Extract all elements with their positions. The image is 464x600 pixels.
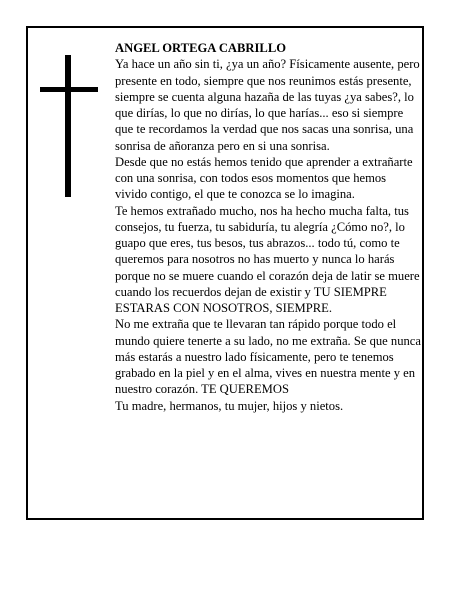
- paragraph-4: No me extraña que te llevaran tan rápido porque todo el mundo quiere tenerte a su lado, no me extraña. Se que nunca más estarás a nuestro lado físicamente, pero te tenemos grabado en la piel y en el alma, vives en nuestra mente y en nuestro corazón. TE QUEREMOS: [115, 317, 421, 397]
- cross-vertical-bar: [65, 55, 71, 197]
- cross-icon: [40, 55, 100, 197]
- deceased-name: ANGEL ORTEGA CABRILLO: [115, 41, 287, 55]
- paragraph-2: Desde que no estás hemos tenido que aprender a extrañarte con una sonrisa, con todos esos momentos que hemos vivido contigo, el que te conozca se lo imagina.: [115, 154, 413, 202]
- paragraph-1: Ya hace un año sin ti, ¿ya un año? Físicamente ausente, pero presente en todo, siempre que nos reunimos estás presente, siempre se cuenta alguna hazaña de las tuyas ¿ya sabes?, lo que dirías, lo que no dirías, lo que harías... eso si siempre que te recordamos la verdad que nos sacas una sonrisa, una sonrisa de añoranza pero en si una sonrisa.: [115, 57, 420, 153]
- paragraph-3: Te hemos extrañado mucho, nos ha hecho mucha falta, tus consejos, tu fuerza, tu sabiduría, tu alegría ¿Cómo no?, lo guapo que eres, tus besos, tus abrazos... todo tú, como te queremos para nosotros no has muerto y nunca lo harás porque no se muere cuando el corazón deja de latir se muere cuando los recuerdos dejan de existir y TU SIEMPRE ESTARAS CON NOSOTROS, SIEMPRE.: [115, 203, 420, 315]
- obituary-card: [26, 26, 424, 520]
- obituary-text: [115, 40, 421, 414]
- cross-horizontal-bar: [40, 87, 98, 92]
- signature: Tu madre, hermanos, tu mujer, hijos y nietos.: [115, 398, 344, 413]
